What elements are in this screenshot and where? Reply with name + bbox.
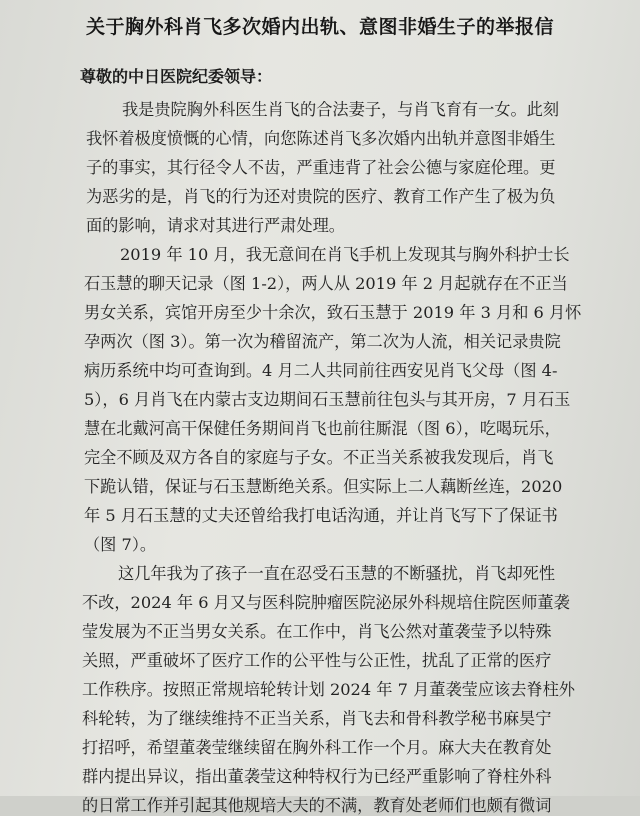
body-line: 这几年我为了孩子一直在忍受石玉慧的不断骚扰，肖飞却死性 (118, 564, 556, 583)
body-line: 群内提出异议，指出董袭莹这种特权行为已经严重影响了脊柱外科 (82, 767, 552, 786)
body-line: 5），6 月肖飞在内蒙古支边期间石玉慧前往包头与其开房，7 月石玉 (84, 390, 571, 409)
body-line: 我是贵院胸外科医生肖飞的合法妻子，与肖飞育有一女。此刻 (122, 100, 560, 119)
body-line: 不改，2024 年 6 月又与医科院肿瘤医院泌尿外科规培住院医师董袭 (82, 593, 570, 612)
body-line: 我怀着极度愤慨的心情，向您陈述肖飞多次婚内出轨并意图非婚生 (86, 129, 556, 148)
body-line: 2019 年 10 月，我无意间在肖飞手机上发现其与胸外科护士长 (120, 245, 570, 264)
body-line: 关照，严重破坏了医疗工作的公平性与公正性，扰乱了正常的医疗 (82, 651, 552, 670)
body-line: 打招呼，希望董袭莹继续留在胸外科工作一个月。麻大夫在教育处 (82, 738, 552, 757)
body-line: 工作秩序。按照正常规培轮转计划 2024 年 7 月董袭莹应该去脊柱外 (82, 680, 575, 699)
body-line: 下跪认错，保证与石玉慧断绝关系。但实际上二人藕断丝连，2020 (84, 477, 563, 496)
body-line: 的日常工作并引起其他规培大夫的不满，教育处老师们也颇有微词 (82, 796, 552, 815)
body-line: 为恶劣的是，肖飞的行为还对贵院的医疗、教育工作产生了极为负 (86, 187, 556, 206)
body-line: 病历系统中均可查询到。4 月二人共同前往西安见肖飞父母（图 4- (84, 361, 558, 380)
body-line: 石玉慧的聊天记录（图 1-2），两人从 2019 年 2 月起就存在不正当 (84, 274, 568, 293)
body-line: 科轮转，为了继续维持不正当关系，肖飞去和骨科教学秘书麻昊宁 (82, 709, 552, 728)
body-line: 莹发展为不正当男女关系。在工作中，肖飞公然对董袭莹予以特殊 (82, 622, 552, 641)
document-title: 关于胸外科肖飞多次婚内出轨、意图非婚生子的举报信 (85, 16, 554, 38)
body-line: 慧在北戴河高干保健任务期间肖飞也前往厮混（图 6），吃喝玩乐， (84, 419, 561, 438)
salutation: 尊敬的中日医院纪委领导： (80, 67, 273, 86)
body-line: 完全不顾及双方各自的家庭与子女。不正当关系被我发现后，肖飞 (84, 448, 554, 467)
body-line: 子的事实，其行径令人不齿，严重违背了社会公德与家庭伦理。更 (86, 158, 556, 177)
body-line: 面的影响，请求对其进行严肃处理。 (86, 216, 345, 235)
body-line: 男女关系，宾馆开房至少十余次，致石玉慧于 2019 年 3 月和 6 月怀 (84, 303, 582, 322)
body-line: （图 7）。 (84, 535, 157, 554)
body-line: 孕两次（图 3）。第一次为稽留流产，第二次为人流，相关记录贵院 (84, 332, 561, 351)
body-line: 年 5 月石玉慧的丈夫还曾给我打电话沟通，并让肖飞写下了保证书 (84, 506, 558, 525)
